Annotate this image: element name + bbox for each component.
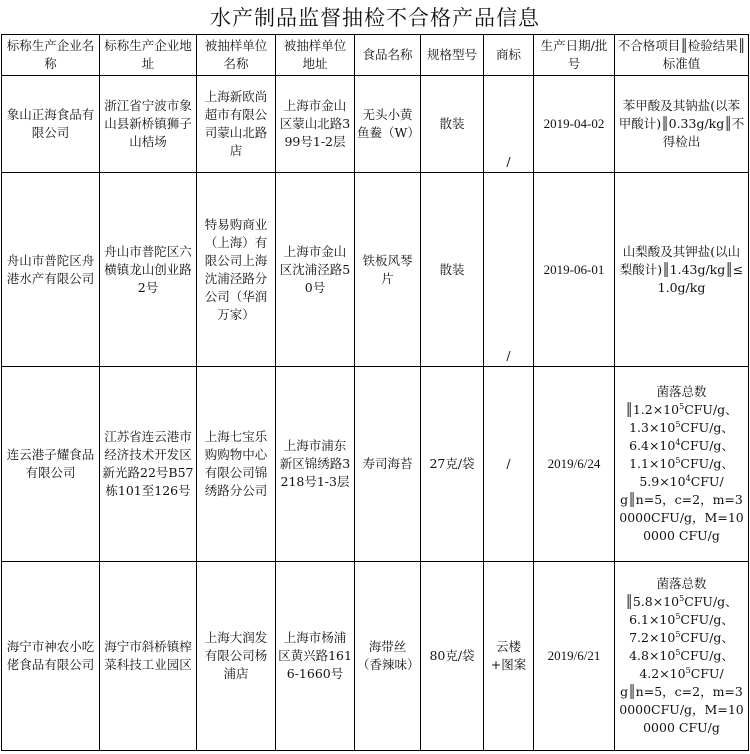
cell-brand: / (484, 367, 534, 562)
table-row (2, 562, 749, 751)
cell-date: 2019/6/24 (534, 367, 615, 562)
header-producer-address: 标称生产企业地址 (100, 35, 197, 76)
cell-producer-address: 海宁市斜桥镇榨菜科技工业园区 (100, 562, 197, 751)
cell-sampled-address: 上海市杨浦区黄兴路1616-1660号 (276, 562, 355, 751)
header-row (2, 35, 749, 76)
cell-brand: 云楼+图案 (484, 562, 534, 751)
table-row (2, 367, 749, 562)
cell-result: 山梨酸及其钾盐(以山梨酸计)║1.43g/kg║≤1.0g/kg (615, 173, 749, 367)
cell-spec: 散装 (421, 76, 484, 173)
header-date: 生产日期/批号 (534, 35, 615, 76)
cell-spec: 80克/袋 (421, 562, 484, 751)
cell-producer: 海宁市神农小吃佬食品有限公司 (2, 562, 100, 751)
cell-sampled-unit: 上海七宝乐购购物中心有限公司锦绣路分公司 (197, 367, 276, 562)
table-row (2, 173, 749, 367)
header-result: 不合格项目║检验结果║标准值 (615, 35, 749, 76)
result-label: 菌落总数 (656, 576, 707, 591)
cell-producer: 象山正海食品有限公司 (2, 76, 100, 173)
header-food-name: 食品名称 (355, 35, 421, 76)
cell-food-name: 海带丝（香辣味） (355, 562, 421, 751)
cell-producer-address: 江苏省连云港市经济技术开发区新光路22号B57栋101至126号 (100, 367, 197, 562)
cell-spec: 散装 (421, 173, 484, 367)
table-row (2, 76, 749, 173)
cell-sampled-address: 上海市金山区沈浦泾路50号 (276, 173, 355, 367)
cell-sampled-address: 上海市浦东新区锦绣路3218号1-3层 (276, 367, 355, 562)
cell-result: 菌落总数 $║1.2\times 10^5CFU/g$、 $1.3\times 10^5CFU/g$、 $6.4\times 10^4CFU/g$、 $1.1\times 10^5CFU/g$、 $5.9\times 10^4CFU/$ g║n=5，c=2，m=30000CFU/g，M=100000 CFU/g (615, 367, 749, 562)
cell-date: 2019-06-01 (534, 173, 615, 367)
cell-result: 苯甲酸及其钠盐(以苯甲酸计)║0.33g/kg║不得检出 (615, 76, 749, 173)
result-tail: g║n=5，c=2，m=30000CFU/g，M=100000 CFU/g (619, 492, 744, 543)
header-brand: 商标 (484, 35, 534, 76)
cell-sampled-unit: 特易购商业（上海）有限公司上海沈浦泾路分公司（华润万家） (197, 173, 276, 367)
cell-food-name: 无头小黄鱼鲞（W） (355, 76, 421, 173)
page-title: 水产制品监督抽检不合格产品信息 (210, 6, 540, 30)
cell-sampled-unit: 上海大润发有限公司杨浦店 (197, 562, 276, 751)
header-sampled-address: 被抽样单位地址 (276, 35, 355, 76)
cell-date: 2019-04-02 (534, 76, 615, 173)
cell-date: 2019/6/21 (534, 562, 615, 751)
result-label: 菌落总数 (656, 384, 707, 399)
cell-spec: 27克/袋 (421, 367, 484, 562)
cell-brand: / (484, 173, 534, 367)
result-tail: g║n=5，c=2，m=30000CFU/g，M=100000 CFU/g (619, 684, 744, 735)
header-sampled-unit: 被抽样单位名称 (197, 35, 276, 76)
unqualified-products-table (1, 34, 749, 751)
cell-food-name: 铁板风琴片 (355, 173, 421, 367)
cell-food-name: 寿司海苔 (355, 367, 421, 562)
cell-producer: 舟山市普陀区舟港水产有限公司 (2, 173, 100, 367)
cell-producer-address: 浙江省宁波市象山县新桥镇狮子山桔场 (100, 76, 197, 173)
cell-sampled-unit: 上海新欧尚超市有限公司蒙山北路店 (197, 76, 276, 173)
cell-producer: 连云港子耀食品有限公司 (2, 367, 100, 562)
header-spec: 规格型号 (421, 35, 484, 76)
cell-result: 菌落总数 $║5.8\times 10^5CFU/g$、 $6.1\times 10^5CFU/g$、 $7.2\times 10^5CFU/g$、 $4.8\times 10^5CFU/g$、 $4.2\times 10^5CFU/$ g║n=5，c=2，m=30000CFU/g，M=100000 CFU/g (615, 562, 749, 751)
cell-sampled-address: 上海市金山区蒙山北路399号1-2层 (276, 76, 355, 173)
cell-brand: / (484, 76, 534, 173)
cell-producer-address: 舟山市普陀区六横镇龙山创业路2号 (100, 173, 197, 367)
header-producer: 标称生产企业名称 (2, 35, 100, 76)
